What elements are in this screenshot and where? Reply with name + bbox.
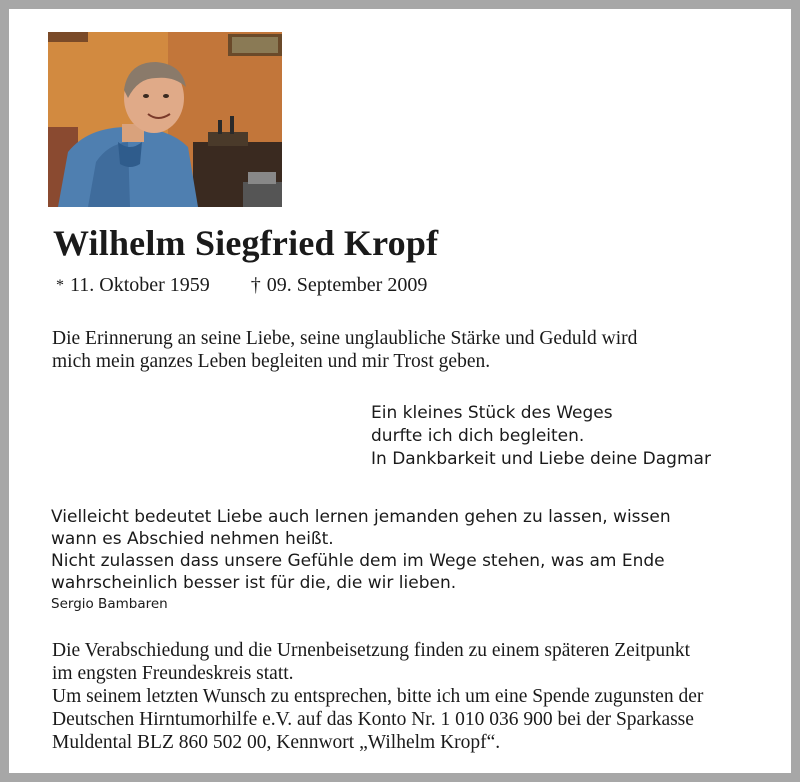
deceased-name: Wilhelm Siegfried Kropf	[53, 223, 439, 263]
memory-line: mich mein ganzes Leben begleiten und mir Trost geben.	[52, 351, 491, 372]
death-cross-icon: †	[250, 274, 261, 296]
notice-line: Muldental BLZ 860 502 00, Kennwort „Wilhelm Kropf“.	[52, 732, 501, 753]
death-date-group	[251, 274, 428, 297]
notice-line: im engsten Freundeskreis statt.	[52, 663, 294, 684]
memory-paragraph	[52, 327, 637, 373]
memory-line: Die Erinnerung an seine Liebe, seine unglaubliche Stärke und Geduld wird	[52, 328, 638, 349]
portrait-photo	[48, 32, 282, 207]
portrait-illustration	[48, 32, 282, 207]
obituary-card	[9, 9, 791, 773]
poem-signature: In Dankbarkeit und Liebe deine Dagmar	[371, 449, 711, 469]
birth-date-group	[56, 274, 210, 297]
quote-line: wann es Abschied nehmen heißt.	[51, 529, 334, 549]
death-date: 09. September 2009	[266, 274, 428, 296]
notice-line: Deutschen Hirntumorhilfe e.V. auf das Konto Nr. 1 010 036 900 bei der Sparkasse	[52, 709, 694, 730]
quote-line: wahrscheinlich besser ist für die, die wir lieben.	[51, 573, 457, 593]
quote-line: Vielleicht bedeutet Liebe auch lernen jemanden gehen zu lassen, wissen	[51, 507, 671, 527]
poem-line: durfte ich dich begleiten.	[371, 426, 585, 446]
quote-author: Sergio Bambaren	[51, 596, 168, 612]
life-dates	[56, 274, 427, 297]
birth-star-icon: *	[56, 277, 64, 294]
funeral-notice	[52, 639, 758, 754]
poem-line: Ein kleines Stück des Weges	[371, 403, 613, 423]
dedication-poem	[371, 402, 711, 471]
notice-line: Die Verabschiedung und die Urnenbeisetzung finden zu einem späteren Zeitpunkt	[52, 640, 691, 661]
notice-line: Um seinem letzten Wunsch zu entsprechen, bitte ich um eine Spende zugunsten der	[52, 686, 704, 707]
quote-block	[51, 506, 671, 613]
quote-line: Nicht zulassen dass unsere Gefühle dem im Wege stehen, was am Ende	[51, 551, 665, 571]
birth-date: 11. Oktober 1959	[70, 274, 210, 296]
